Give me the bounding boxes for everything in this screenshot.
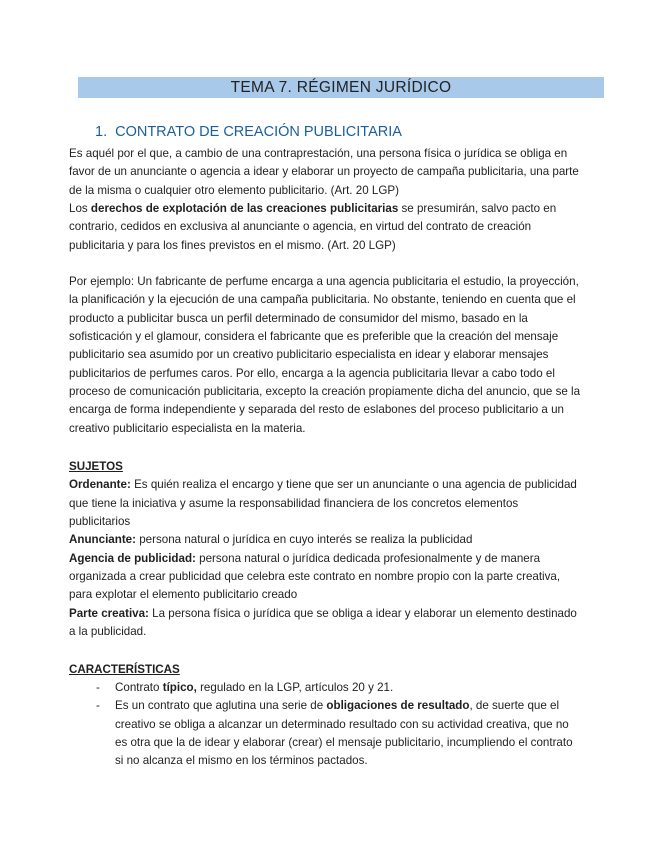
definition-paragraph: Es aquél por el que, a cambio de una contraprestación, una persona física o jurídica se obliga en favor de un anunciante o agencia a idear y elaborar un proyecto de campaña publicitaria, una parte de la misma o cualquier otro elemento publicitario. (Art. 20 LGP) — [69, 147, 579, 197]
sujeto-text: persona natural o jurídica en cuyo interés se realiza la publicidad — [136, 533, 473, 547]
sujeto-item — [69, 550, 581, 605]
rights-bold: derechos de explotación de las creaciones publicitarias — [90, 202, 399, 216]
example-paragraph: Por ejemplo: Un fabricante de perfume encarga a una agencia publicitaria el estudio, la proyección, la planificación y la ejecución de una campaña publicitaria. No obstante, teniendo en cuenta que el producto a publicitar busca un perfil determinado de consumidor del mismo, basado en la sofisticación y el glamour, considera el fabricante que es preferible que la creación del mensaje publicitario sea asumido por un creativo publicitario especialista en idear y elaborar mensajes publicitarios de perfumes caros. Por ello, encarga a la agencia publicitaria llevar a cabo todo el proceso de comunicación publicitaria, excepto la creación propiamente dicha del anuncio, que se la encarga de forma independiente y separada del resto de eslabones del proceso publicitario a un creativo publicitario especialista en la materia. — [69, 275, 581, 435]
list-item — [69, 679, 581, 697]
rights-rest: se presumirán, salvo pacto en contrario, cedidos en exclusiva al anunciante o agencia, en virtud del contrato de creación publicitaria y para los fines previstos en el mismo. (Art. 20 LGP) — [69, 202, 557, 252]
sujetos-block — [69, 458, 581, 641]
item-rest: regulado en la LGP, artículos 20 y 21. — [196, 681, 394, 694]
sujeto-item — [69, 605, 581, 642]
rights-prefix: Los — [69, 202, 91, 216]
sujeto-text: La persona física o jurídica que se obliga a idear y elaborar un elemento destinado a la publicidad. — [69, 606, 577, 639]
sujeto-term: Agencia de publicidad: — [69, 551, 196, 565]
item-bold: típico, — [162, 681, 197, 694]
item-rest: , de suerte que el creativo se obliga a alcanzar un determinado resultado con su actividad creativa, que no es otra que la de idear y elaborar (crear) el mensaje publicitario, incumpliendo el contrato si no alcanza el mismo en los términos pactados. — [115, 699, 573, 768]
section-number: 1. — [95, 124, 108, 140]
sujeto-term: Parte creativa: — [69, 606, 149, 620]
section-heading — [95, 123, 402, 141]
item-prefix: Es un contrato que aglutina una serie de — [115, 699, 327, 713]
item-prefix: Contrato — [115, 681, 163, 694]
sujeto-item — [69, 531, 581, 549]
document-title: TEMA 7. RÉGIMEN JURÍDICO — [230, 79, 452, 96]
bullet-dash: - — [96, 699, 100, 713]
sujeto-text: Es quién realiza el encargo y tiene que ser un anunciante o una agencia de publicidad que tiene la iniciativa y asume la responsabilidad financiera de los concretos elementos publicitarios — [69, 478, 577, 529]
section-title: CONTRATO DE CREACIÓN PUBLICITARIA — [115, 124, 402, 140]
sujeto-item — [69, 476, 581, 531]
item-bold: obligaciones de resultado — [326, 699, 470, 713]
list-item — [69, 697, 581, 770]
caracteristicas-list — [69, 679, 581, 771]
sujeto-text: persona natural o jurídica dedicada profesionalmente y de manera organizada a crear publicidad que celebra este contrato en nombre propio con la parte creativa, para explotar el elemento publicitario creado — [69, 551, 561, 602]
title-banner — [78, 77, 604, 98]
example-block — [69, 273, 581, 438]
sujeto-term: Anunciante: — [69, 533, 136, 547]
caracteristicas-heading-block — [69, 661, 581, 679]
sujeto-term: Ordenante: — [69, 478, 131, 492]
definition-block — [69, 145, 581, 255]
rights-paragraph — [69, 200, 581, 255]
caracteristicas-heading: CARACTERÍSTICAS — [69, 663, 180, 676]
sujetos-heading: SUJETOS — [69, 460, 123, 473]
bullet-dash: - — [96, 681, 100, 694]
